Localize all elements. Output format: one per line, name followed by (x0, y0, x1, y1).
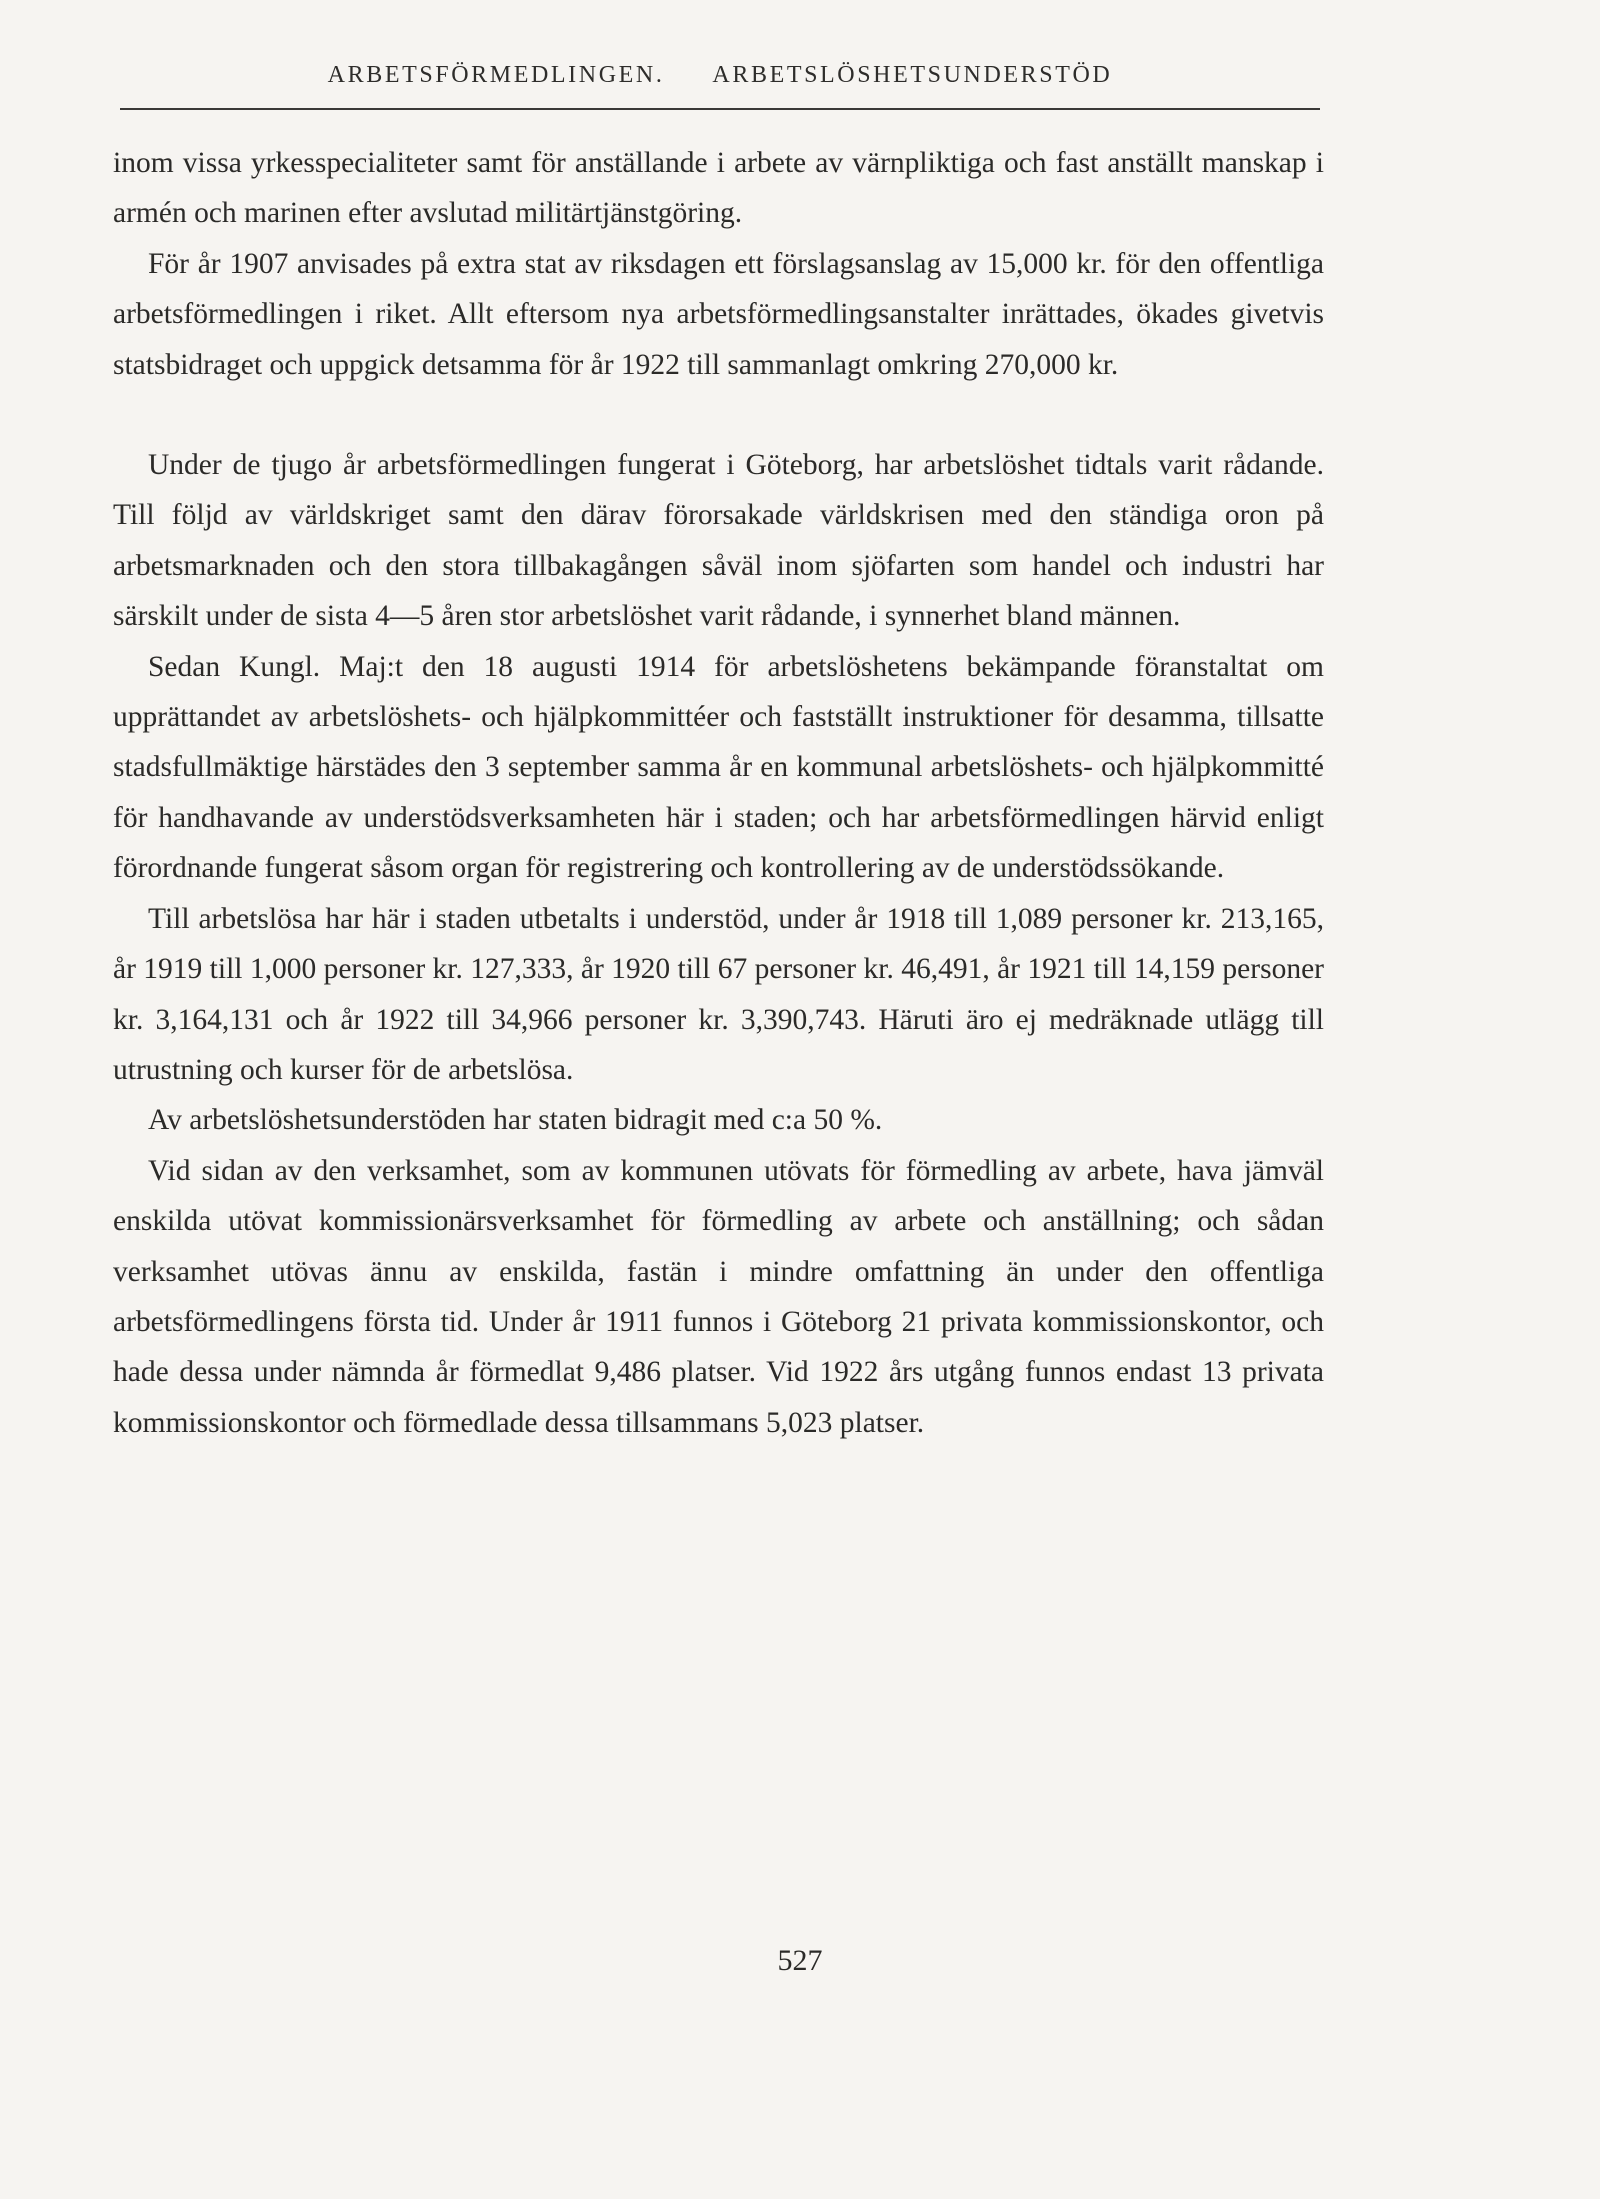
paragraph-continued: inom vissa yrkesspecialiteter samt för anställande i arbete av värnpliktiga och fast anställt manskap i armén och marinen efter avslutad militärtjänstgöring. (113, 147, 1324, 230)
header-rule (120, 108, 1320, 110)
page-number: 527 (777, 1944, 823, 1977)
running-header-left: ARBETSFÖRMEDLINGEN. (327, 62, 665, 88)
section-gap (113, 390, 1324, 440)
paragraph-unemployment: Under de tjugo år arbetsförmedlingen fungerat i Göteborg, har arbetslöshet tidtals varit rådande. Till följd av världskriget samt den därav förorsakade världskrisen med den ständiga oron på arbetsmarknaden och den stora tillbakagången såväl inom sjöfarten som handel och industri har särskilt under de sista 4—5 åren stor arbetslöshet varit rådande, i synnerhet bland männen. (113, 449, 1324, 633)
paragraph-committee: Sedan Kungl. Maj:t den 18 augusti 1914 för arbetslöshetens bekämpande föranstaltat om upprättandet av arbetslöshets- och hjälpkommittéer och fastställt instruktioner för desamma, tillsatte stadsfullmäktige härstädes den 3 september samma år en kommunal arbetslöshets- och hjälpkommitté för handhavande av understödsverksamheten här i staden; och har arbetsförmedlingen härvid enligt förordnande fungerat såsom organ för registrering och kontrollering av de understödssökande. (113, 650, 1324, 885)
paragraph-state-grant: För år 1907 anvisades på extra stat av riksdagen ett förslagsanslag av 15,000 kr. för den offentliga arbetsförmedlingen i riket. Allt eftersom nya arbetsförmedlingsanstalter inrättades, ökades givetvis statsbidraget och uppgick detsamma för år 1922 till sammanlagt omkring 270,000 kr. (113, 247, 1324, 381)
body-text (113, 138, 1324, 1448)
paragraph-payments: Till arbetslösa har här i staden utbetalts i understöd, under år 1918 till 1,089 personer kr. 213,165, år 1919 till 1,000 personer kr. 127,333, år 1920 till 67 personer kr. 46,491, år 1921 till 14,159 personer kr. 3,164,131 och år 1922 till 34,966 personer kr. 3,390,743. Häruti äro ej medräknade utlägg till utrustning och kurser för de arbetslösa. (113, 902, 1324, 1086)
paragraph-private-agencies: Vid sidan av den verksamhet, som av kommunen utövats för förmedling av arbete, hava jämväl enskilda utövat kommissionärsverksamhet för förmedling av arbete och anställning; och sådan verksamhet utövas ännu av enskilda, fastän i mindre omfattning än under den offentliga arbetsförmedlingens första tid. Under år 1911 funnos i Göteborg 21 privata kommissionskontor, och hade dessa under nämnda år förmedlat 9,486 platser. Vid 1922 års utgång funnos endast 13 privata kommissionskontor och förmedlade dessa tillsammans 5,023 platser. (113, 1154, 1324, 1439)
running-header (120, 62, 1320, 102)
running-header-right: ARBETSLÖSHETSUNDERSTÖD (712, 62, 1113, 88)
paragraph-state-contribution: Av arbetslöshetsunderstöden har staten bidragit med c:a 50 %. (148, 1104, 883, 1137)
